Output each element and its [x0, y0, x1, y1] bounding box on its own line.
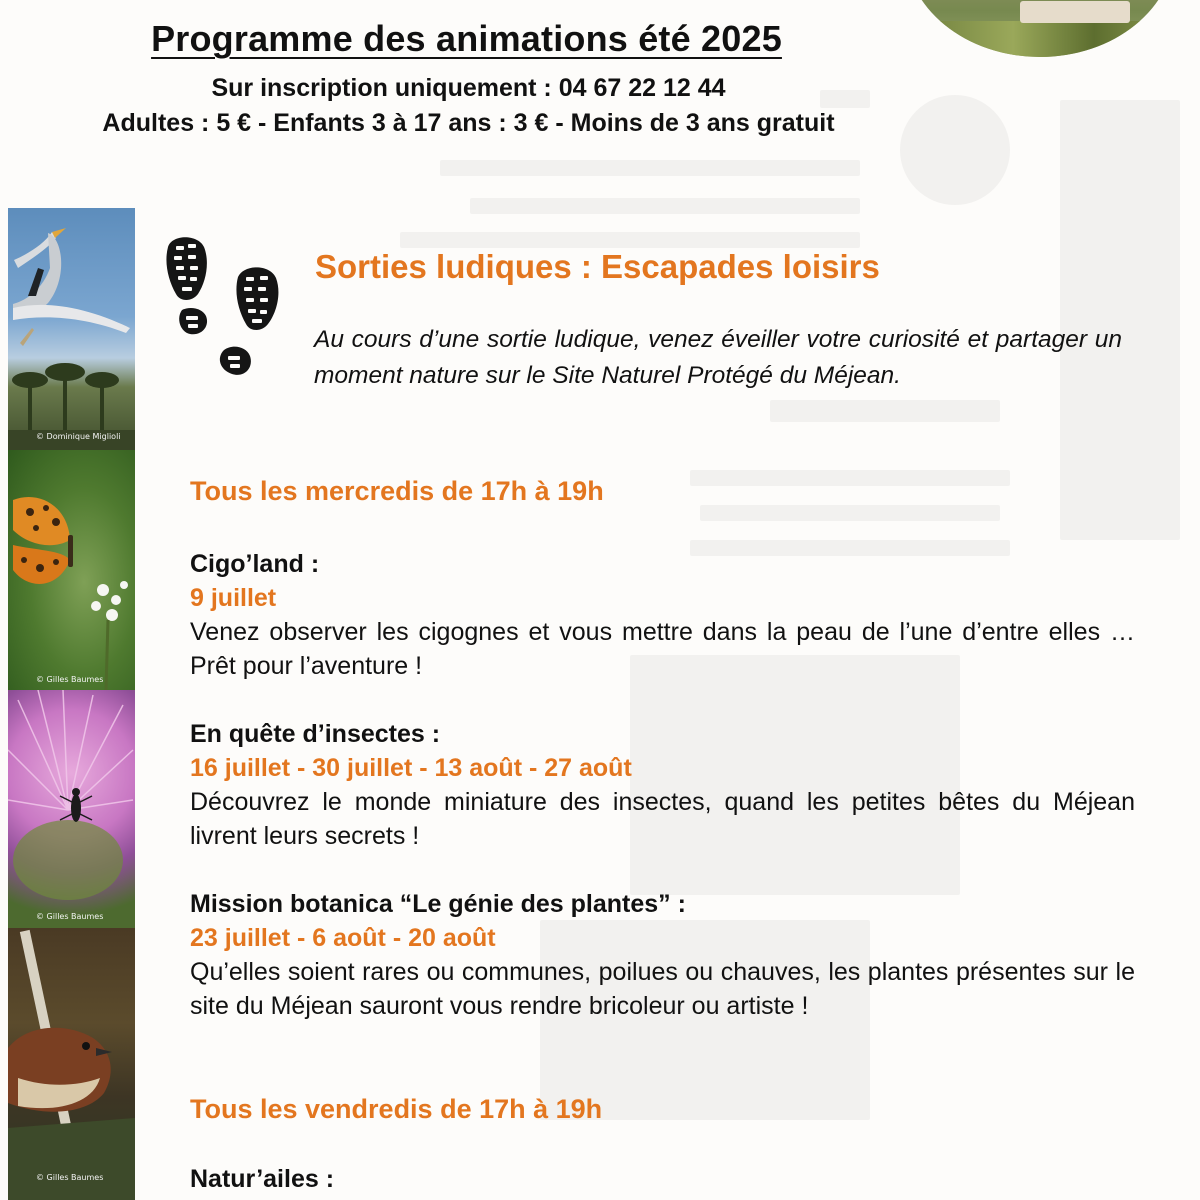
activity-dates: 23 juillet - 6 août - 20 août	[190, 924, 496, 952]
activity-botanica	[190, 887, 1135, 1023]
corner-photo-wall	[1020, 1, 1130, 23]
heron-photo	[8, 208, 135, 450]
bird-illustration	[8, 928, 135, 1200]
section-title: Sorties ludiques : Escapades loisirs	[315, 248, 880, 285]
activity-description: Venez observer les cigognes et vous mettre dans la peau de l’une d’entre elles … Prêt pour l’aventure !	[190, 618, 1135, 680]
heron-illustration	[8, 208, 135, 450]
activity-name: En quête d’insectes :	[190, 720, 441, 748]
friday-heading: Tous les vendredis de 17h à 19h	[190, 1094, 603, 1124]
thistle-illustration	[8, 690, 135, 928]
thistle-insect-photo	[8, 690, 135, 928]
photo-credit: © Gilles Baumes	[36, 912, 104, 921]
activity-insectes	[190, 717, 1135, 853]
butterfly-illustration	[8, 450, 135, 690]
registration-info: Sur inscription uniquement : 04 67 22 12 44	[211, 74, 726, 102]
butterfly-photo	[8, 450, 135, 690]
activity-cigoland	[190, 547, 1135, 683]
activity-name: Mission botanica “Le génie des plantes” :	[190, 890, 686, 918]
corner-photo	[905, 0, 1175, 57]
activity-dates: 9 juillet	[190, 584, 277, 612]
photo-credit: © Dominique Miglioli	[36, 432, 121, 441]
footprints-icon	[158, 232, 288, 392]
section-intro: Au cours d’une sortie ludique, venez éveiller votre curiosité et partager un moment nature sur le Site Naturel Protégé du Méjean.	[314, 326, 1122, 389]
price-info: Adultes : 5 € - Enfants 3 à 17 ans : 3 € - Moins de 3 ans gratuit	[102, 109, 835, 137]
activity-naturailes	[190, 1162, 1135, 1196]
page-title: Programme des animations été 2025	[151, 18, 782, 59]
activity-description: Qu’elles soient rares ou communes, poilues ou chauves, les plantes présentes sur le site du Méjean sauront vous rendre bricoleur ou artiste !	[190, 958, 1135, 1020]
photo-strip	[8, 208, 135, 1200]
photo-credit: © Gilles Baumes	[36, 675, 104, 684]
corner-photo-shrubs	[905, 21, 1175, 57]
activity-name: Natur’ailes :	[190, 1165, 335, 1193]
photo-credit: © Gilles Baumes	[36, 1173, 104, 1182]
activity-description: Découvrez le monde miniature des insectes, quand les petites bêtes du Méjean livrent leurs secrets !	[190, 788, 1135, 850]
bird-photo	[8, 928, 135, 1200]
activity-dates: 16 juillet - 30 juillet - 13 août - 27 août	[190, 754, 632, 782]
activity-name: Cigo’land :	[190, 550, 320, 578]
wednesday-heading: Tous les mercredis de 17h à 19h	[190, 476, 604, 506]
